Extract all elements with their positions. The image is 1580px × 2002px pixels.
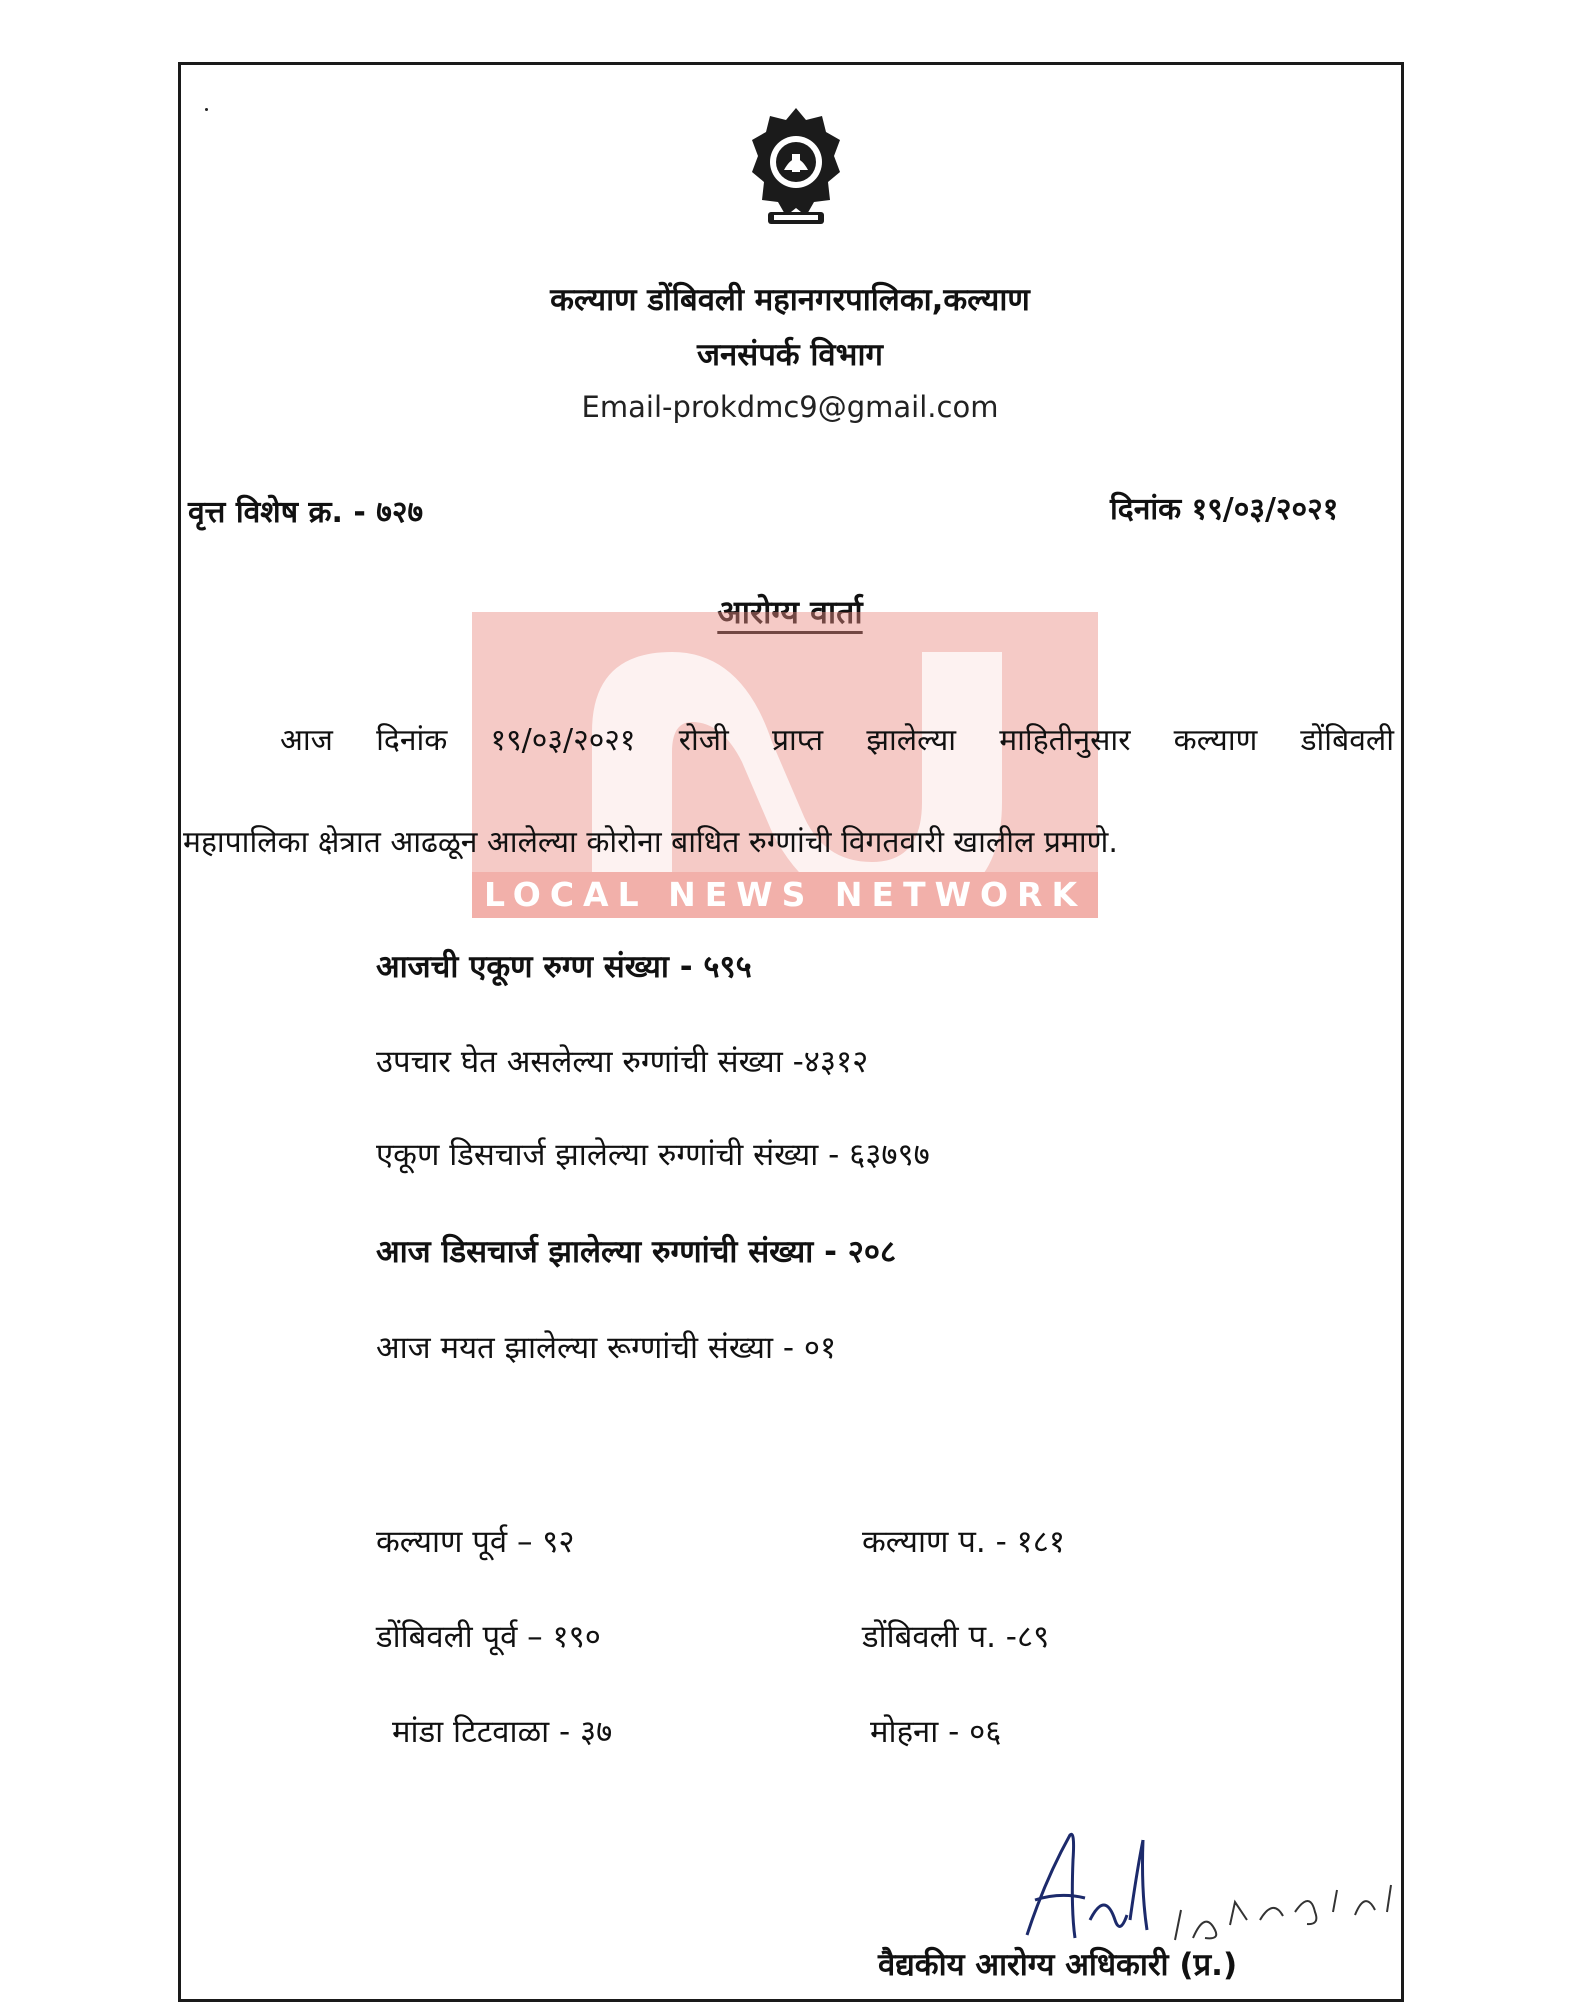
ward-manda-titwala: मांडा टिटवाळा - ३७: [392, 1714, 613, 1750]
stat-total-today: आजची एकूण रुग्ण संख्या - ५९५: [376, 949, 752, 985]
organization-name: कल्याण डोंबिवली महानगरपालिका,कल्याण: [550, 282, 1030, 318]
officer-designation: वैद्यकीय आरोग्य अधिकारी (प्र.): [878, 1947, 1238, 1983]
stat-deaths-today: आज मयत झालेल्या रूग्णांची संख्या - ०१: [376, 1330, 837, 1366]
document-date: दिनांक १९/०३/२०२१: [1110, 492, 1339, 527]
stat-under-treatment: उपचार घेत असलेल्या रुग्णांची संख्या -४३१२: [376, 1044, 869, 1080]
stat-discharged-today: आज डिसचार्ज झालेल्या रुग्णांची संख्या - २०८: [376, 1234, 897, 1270]
watermark-text: LOCAL NEWS NETWORK: [472, 872, 1098, 918]
document-heading: आरोग्य वार्ता: [717, 593, 863, 631]
stat-total-discharged: एकूण डिसचार्ज झालेल्या रुग्णांची संख्या - ६३७९७: [376, 1137, 930, 1173]
ward-mohana: मोहना - ०६: [870, 1714, 1002, 1750]
ward-kalyan-east: कल्याण पूर्व – ९२: [376, 1524, 575, 1560]
municipal-emblem-icon: [748, 104, 844, 230]
contact-email: Email-prokdmc9@gmail.com: [581, 390, 999, 424]
intro-line-2: महापालिका क्षेत्रात आढळून आलेल्या कोरोना बाधित रुग्णांची विगतवारी खालील प्रमाणे.: [183, 825, 1118, 860]
ward-kalyan-west: कल्याण प. - १८१: [862, 1524, 1065, 1560]
ward-dombivli-east: डोंबिवली पूर्व – १९०: [376, 1619, 601, 1655]
department-name: जनसंपर्क विभाग: [697, 337, 883, 373]
speck: [205, 108, 208, 111]
reference-number: वृत्त विशेष क्र. - ७२७: [188, 495, 424, 530]
ward-dombivli-west: डोंबिवली प. -८९: [862, 1619, 1050, 1655]
intro-line-1: आज दिनांक १९/०३/२०२१ रोजी प्राप्त झालेल्या माहितीनुसार कल्याण डोंबिवली: [280, 723, 1394, 758]
